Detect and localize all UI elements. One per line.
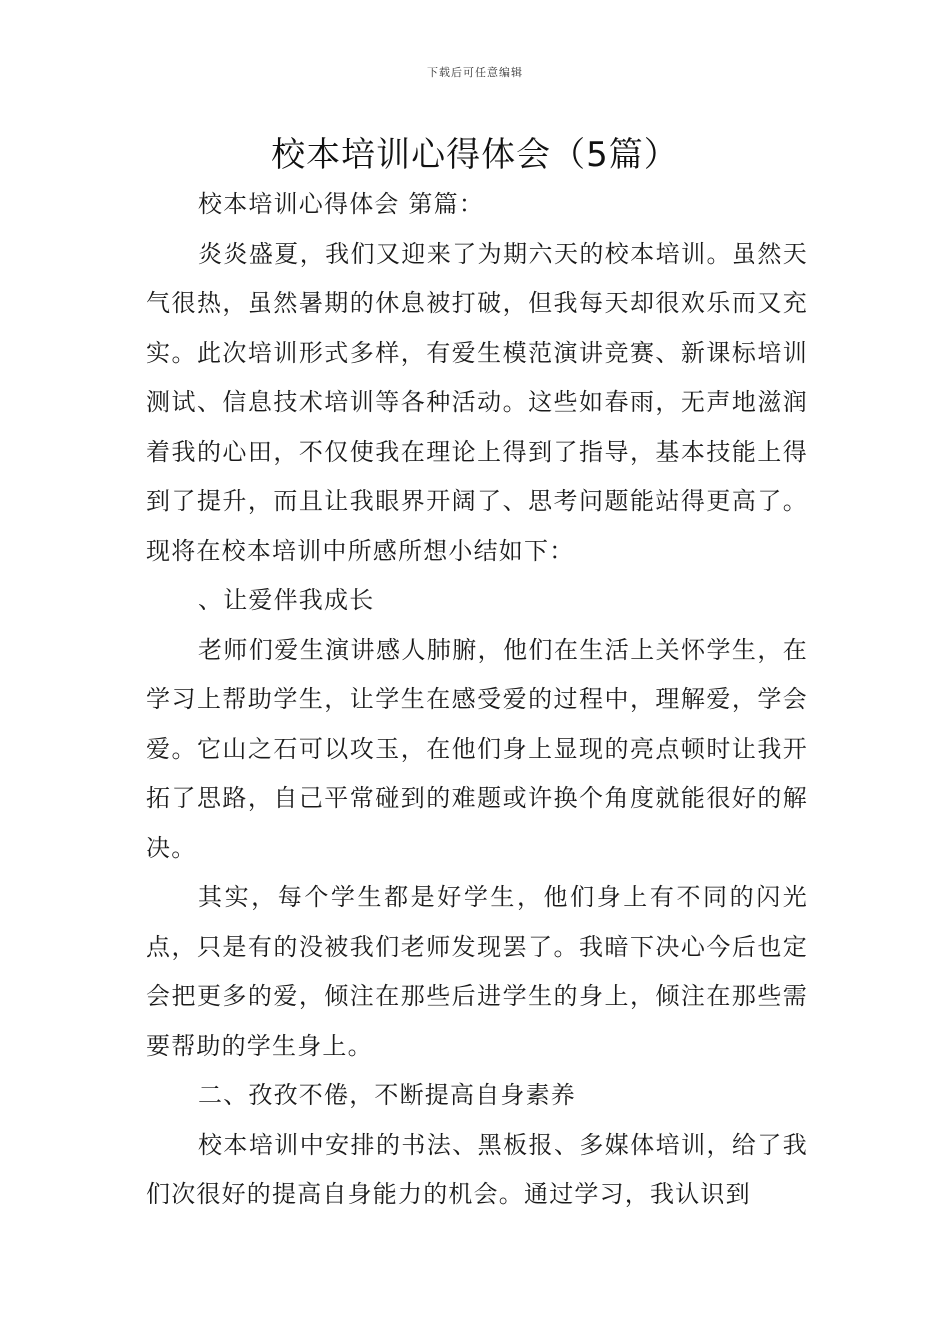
section-heading: 、让爱伴我成长 (198, 586, 375, 614)
section-heading: 二、孜孜不倦，不断提高自身素养 (198, 1081, 576, 1109)
document-title: 校本培训心得体会（5篇） (271, 135, 679, 175)
paragraph: 校本培训中安排的书法、黑板报、多媒体培训，给了我们次很好的提高自身能力的机会。通过学习，我认识到 (146, 1130, 808, 1208)
paragraph: 炎炎盛夏，我们又迎来了为期六天的校本培训。虽然天气很热，虽然暑期的休息被打破，但我每天却很欢乐而又充实。此次培训形式多样，有爱生模范演讲竞赛、新课标培训测试、信息技术培训等各种活动。这些如春雨，无声地滋润着我的心田，不仅使我在理论上得到了指导，基本技能上得到了提升，而且让我眼界开阔了、思考问题能站得更高了。现将在校本培训中所感所想小结如下： (146, 239, 808, 565)
section-heading: 校本培训心得体会 第篇： (198, 190, 485, 218)
header-note: 下载后可任意编辑 (427, 66, 523, 79)
document-body (146, 180, 808, 1220)
paragraph: 老师们爱生演讲感人肺腑，他们在生活上关怀学生，在学习上帮助学生，让学生在感受爱的过程中，理解爱，学会爱。它山之石可以攻玉，在他们身上显现的亮点顿时让我开拓了思路，自己平常碰到的难题或许换个角度就能很好的解决。 (146, 635, 808, 862)
paragraph: 其实，每个学生都是好学生，他们身上有不同的闪光点，只是有的没被我们老师发现罢了。我暗下决心今后也定会把更多的爱，倾注在那些后进学生的身上，倾注在那些需要帮助的学生身上。 (146, 883, 808, 1060)
